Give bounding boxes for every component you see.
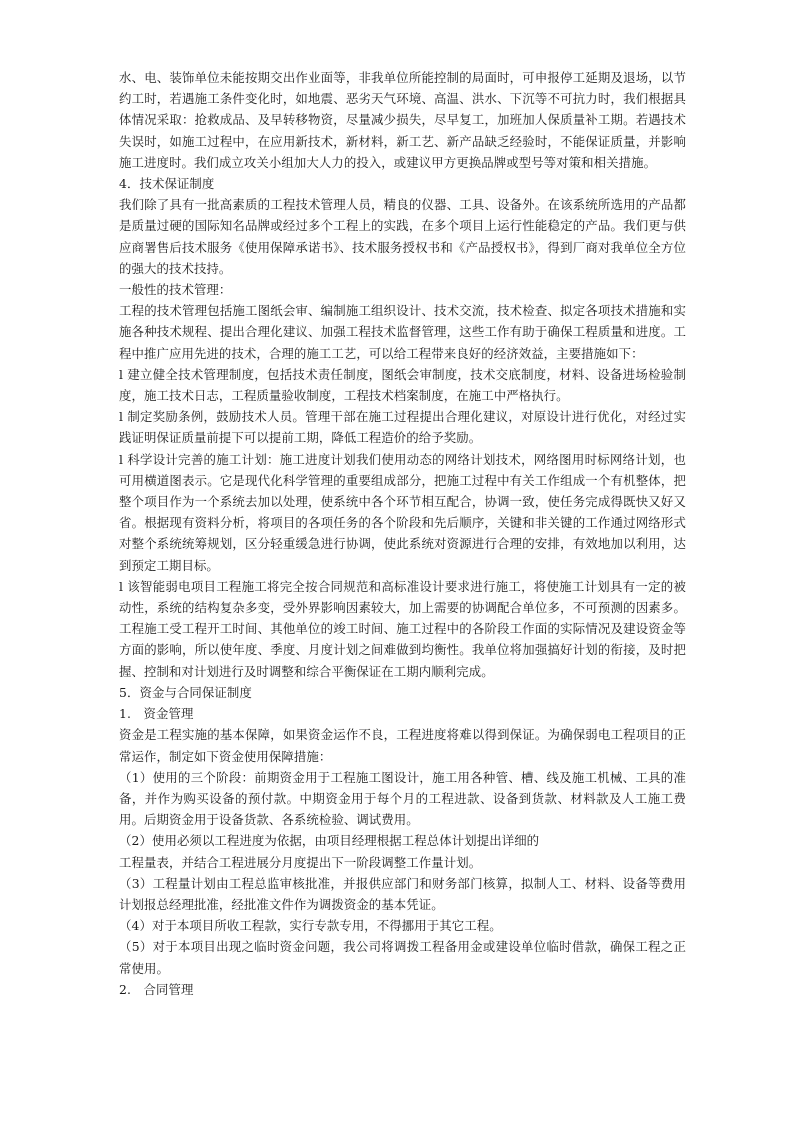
list-item-tech-system: l 建立健全技术管理制度，包括技术责任制度，图纸会审制度，技术交底制度，材料、设备进场检验制度，施工技术日志，工程质量验收制度，工程技术档案制度，在施工中严格执行。 bbox=[119, 366, 686, 404]
document-body bbox=[119, 67, 686, 1000]
subheading-contract-management: 2. 合同管理 bbox=[119, 981, 194, 997]
paragraph-tech-support: 我们除了具有一批高素质的工程技术管理人员，精良的仪器、工具、设备外。在该系统所选用的产品都是质量过硬的国际知名品牌或经过多个工程上的实践，在多个项目上运行性能稳定的产品。我们更与供应商署售后技术服务《使用保障承诺书》、技术服务授权书和《产品授权书》，得到厂商对我单位全方位的强大的技术技持。 bbox=[119, 197, 686, 276]
list-item-project-execution: l 该智能弱电项目工程施工将完全按合同规范和高标准设计要求进行施工，将使施工计划具有一定的被动性，系统的结构复杂多变，受外界影响因素较大，加上需要的协调配合单位多，不可预测的因素多。工程施工受工程开工时间、其他单位的竣工时间、施工过程中的各阶段工作面的实际情况及建设资金等方面的影响，所以使年度、季度、月度计划之间难做到均衡性。我单位将加强搞好计划的衔接，及时把握、控制和对计划进行及时调整和综合平衡保证在工期内顺利完成。 bbox=[119, 578, 686, 679]
list-item-funds-2: （2）使用必须以工程进度为依据，由项目经理根据工程总体计划提出详细的 bbox=[119, 833, 540, 849]
heading-funds-contract: 5．资金与合同保证制度 bbox=[119, 684, 252, 700]
heading-general-tech-management: 一般性的技术管理： bbox=[119, 282, 232, 298]
paragraph-force-majeure: 水、电、装饰单位未能按期交出作业面等，非我单位所能控制的局面时，可申报停工延期及退场，以节约工时，若遇施工条件变化时，如地震、恶劣天气环境、高温、洪水、下沉等不可抗力时，我们根据具体情况采取：抢救成品、及早转移物资，尽量减少损失，尽早复工，加班加人保质量补工期。若遇技术失误时，如施工过程中，在应用新技术，新材料，新工艺、新产品缺乏经验时，不能保证质量，并影响施工进度时。我们成立攻关小组加大人力的投入，或建议甲方更换品牌或型号等对策和相关措施。 bbox=[119, 70, 686, 170]
paragraph-tech-management: 工程的技术管理包括施工图纸会审、编制施工组织设计、技术交流，技术检查、拟定各项技术措施和实施各种技术规程、提出合理化建议、加强工程技术监督管理，这些工作有助于确保工程质量和进度。工程中推广应用先进的技术，合理的施工工艺，可以给工程带来良好的经济效益，主要措施如下： bbox=[119, 303, 686, 361]
list-item-reward: l 制定奖励条例，鼓励技术人员。管理干部在施工过程提出合理化建议，对原设计进行优化，对经过实践证明保证质量前提下可以提前工期，降低工程造价的给予奖励。 bbox=[119, 409, 686, 446]
list-item-funds-2-cont: 工程量表，并结合工程进展分月度提出下一阶段调整工作量计划。 bbox=[119, 854, 482, 870]
list-item-construction-plan: l 科学设计完善的施工计划：施工进度计划我们使用动态的网络计划技术，网络图用时标网络计划，也可用横道图表示。它是现代化科学管理的重要组成部分，把施工过程中有关工作组成一个有机整体，把整个项目作为一个系统去加以处理，使系统中各个环节相互配合，协调一致，使任务完成得既快又好又省。根据现有资料分析，将项目的各项任务的各个阶段和先后顺序，关键和非关键的工作通过网络形式对整个系统统筹规划，区分轻重缓急进行协调，使此系统对资源进行合理的安排，有效地加以利用，达到预定工期目标。 bbox=[119, 451, 686, 573]
list-item-funds-3: （3）工程量计划由工程总监审核批准，并报供应部门和财务部门核算，拟制人工、材料、设备等费用计划报总经理批准，经批准文件作为调拨资金的基本凭证。 bbox=[119, 875, 686, 912]
list-item-funds-4: （4）对于本项目所收工程款，实行专款专用，不得挪用于其它工程。 bbox=[119, 918, 502, 934]
paragraph-funds-intro: 资金是工程实施的基本保障，如果资金运作不良，工程进度将难以得到保证。为确保弱电工程项目的正常运作，制定如下资金使用保障措施： bbox=[119, 727, 686, 764]
subheading-funds-management: 1. 资金管理 bbox=[119, 706, 194, 722]
heading-tech-guarantee: 4．技术保证制度 bbox=[119, 176, 215, 192]
list-item-funds-5: （5）对于本项目出现之临时资金问题，我公司将调拨工程备用金或建设单位临时借款，确保工程之正常使用。 bbox=[119, 939, 686, 976]
list-item-funds-1: （1）使用的三个阶段：前期资金用于工程施工图设计，施工用各种管、槽、线及施工机械、工具的准备，并作为购买设备的预付款。中期资金用于每个月的工程进款、设备到货款、材料款及人工施工费用。后期资金用于设备货款、各系统检验、调试费用。 bbox=[119, 769, 686, 828]
